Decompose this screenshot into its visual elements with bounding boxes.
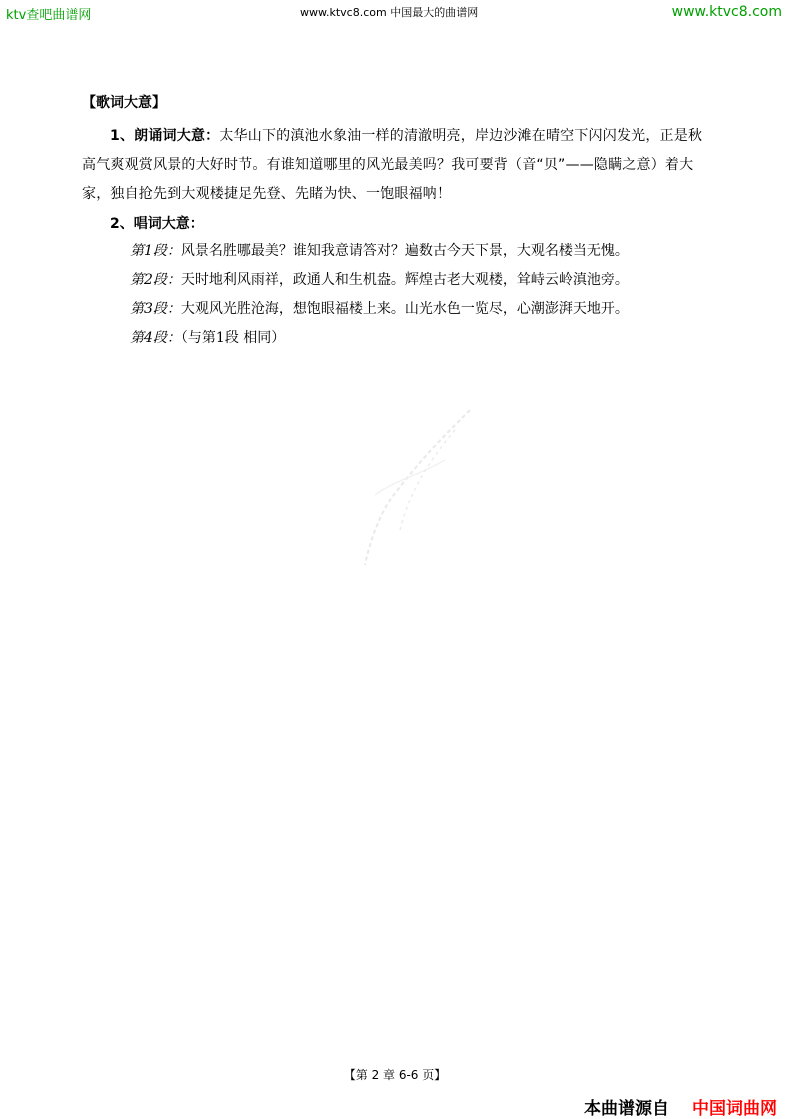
header-tagline: www.ktvc8.com 中国最大的曲谱网 xyxy=(300,6,479,19)
verse-text: （与第1段 相同） xyxy=(180,330,286,346)
header-url: www.ktvc8.com xyxy=(671,4,782,20)
verse-label: 第4段： xyxy=(130,330,181,346)
verse-line xyxy=(130,324,714,353)
source-label: 本曲谱源自 xyxy=(584,1099,669,1119)
verse-label: 第1段： xyxy=(130,243,181,259)
source-site-name: 中国词曲网 xyxy=(692,1099,777,1119)
singing-heading xyxy=(110,213,714,233)
recitation-paragraph xyxy=(82,122,714,209)
verse-text: 天时地利风雨祥，政通人和生机盎。辉煌古老大观楼，耸峙云岭滇池旁。 xyxy=(180,272,629,288)
lyrics-document xyxy=(82,92,714,353)
section-title: 【歌词大意】 xyxy=(82,95,166,111)
verse-label: 第2段： xyxy=(130,272,181,288)
verse-text: 大观风光胜沧海，想饱眼福楼上来。山光水色一览尽，心潮澎湃天地开。 xyxy=(180,301,629,317)
verse-label: 第3段： xyxy=(130,301,181,317)
verse-line xyxy=(130,237,714,266)
watermark-graphic xyxy=(360,400,480,570)
recitation-label: 1、朗诵词大意： xyxy=(110,128,220,144)
verse-line xyxy=(130,295,714,324)
verse-text: 风景名胜哪最美？谁知我意请答对？遍数古今天下景，大观名楼当无愧。 xyxy=(180,243,629,259)
recitation-text: 太华山下的滇池水象油一样的清澈明亮，岸边沙滩在晴空下闪闪发光，正是秋高气爽观赏风景的大好时节。有谁知道哪里的风光最美吗？我可要背（音“贝”——隐瞒之意）着大家，独自抢先到大观楼捷足先登、先睹为快、一饱眼福呐！ xyxy=(82,128,703,202)
verse-line xyxy=(130,266,714,295)
singing-label: 2、唱词大意： xyxy=(110,216,204,232)
header-site-name: ktv查吧曲谱网 xyxy=(6,8,92,23)
page-number: 【第 2 章 6-6 页】 xyxy=(343,1068,447,1082)
